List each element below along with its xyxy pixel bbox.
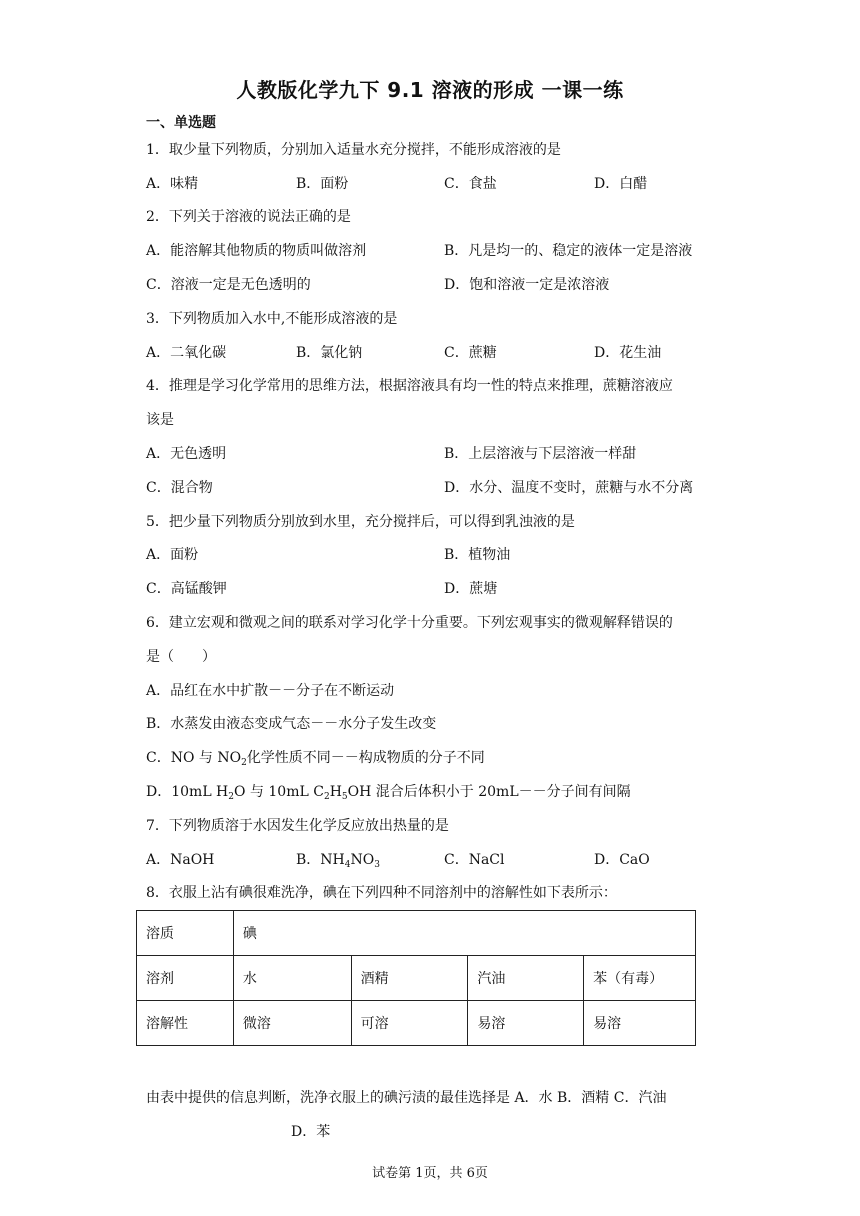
question-6-stem: 6．建立宏观和微观之间的联系对学习化学十分重要。下列宏观事实的微观解释错误的	[146, 615, 673, 631]
question-8-prompt: 由表中提供的信息判断，洗净衣服上的碘污渍的最佳选择是 A．水 B．酒精 C．汽油	[146, 1090, 667, 1106]
solubility-table	[136, 910, 696, 1046]
page-title: 人教版化学九下 9.1 溶液的形成 一课一练	[236, 78, 624, 102]
question-1-option-b: B．面粉	[296, 176, 349, 192]
question-6-option-a: A．品红在水中扩散－－分子在不断运动	[146, 683, 395, 699]
question-3-stem: 3．下列物质加入水中,不能形成溶液的是	[146, 311, 398, 327]
question-6-stem-continued: 是（ ）	[146, 649, 216, 665]
table-cell: 碘	[233, 911, 695, 956]
table-cell: 水	[233, 956, 351, 1001]
table-row	[137, 1001, 696, 1046]
question-4-option-d: D．水分、温度不变时，蔗糖与水不分离	[444, 480, 694, 496]
question-5-option-d: D．蔗塘	[444, 581, 498, 597]
table-cell: 微溶	[233, 1001, 351, 1046]
table-row	[137, 956, 696, 1001]
question-6-option-c: C．NO 与 $NO_2$化学性质不同－－构成物质的分子不同	[146, 750, 485, 768]
question-5-option-b: B．植物油	[444, 547, 511, 563]
question-4-option-c: C．混合物	[146, 480, 213, 496]
question-4-option-a: A．无色透明	[146, 446, 227, 462]
question-6-option-b: B．水蒸发由液态变成气态－－水分子发生改变	[146, 716, 437, 732]
question-1-option-a: A．味精	[146, 176, 199, 192]
table-cell: 汽油	[468, 956, 584, 1001]
question-3-option-c: C．蔗糖	[444, 345, 497, 361]
table-cell: 溶质	[137, 911, 234, 956]
question-2-option-b: B．凡是均一的、稳定的液体一定是溶液	[444, 243, 693, 259]
question-2-stem: 2．下列关于溶液的说法正确的是	[146, 209, 351, 225]
question-5-stem: 5．把少量下列物质分别放到水里，充分搅拌后，可以得到乳浊液的是	[146, 514, 575, 530]
question-1-option-c: C．食盐	[444, 176, 497, 192]
table-cell: 溶剂	[137, 956, 234, 1001]
question-1-option-d: D．白醋	[594, 176, 648, 192]
question-8-stem: 8．衣服上沾有碘很难洗净，碘在下列四种不同溶剂中的溶解性如下表所示：	[146, 885, 617, 901]
table-cell: 溶解性	[137, 1001, 234, 1046]
table-cell: 酒精	[351, 956, 468, 1001]
question-3-option-b: B．氯化钠	[296, 345, 363, 361]
question-5-option-c: C．高锰酸钾	[146, 581, 227, 597]
page-footer: 试卷第 1页，共 6页	[372, 1166, 488, 1181]
question-7-option-b: B．$NH_4NO_3$	[296, 852, 380, 870]
question-7-option-c: C．NaCl	[444, 852, 505, 868]
question-3-option-d: D．花生油	[594, 345, 662, 361]
question-4-option-b: B．上层溶液与下层溶液一样甜	[444, 446, 637, 462]
question-5-option-a: A．面粉	[146, 547, 199, 563]
question-7-stem: 7．下列物质溶于水因发生化学反应放出热量的是	[146, 818, 449, 834]
question-1-stem: 1．取少量下列物质，分别加入适量水充分搅拌，不能形成溶液的是	[146, 142, 561, 158]
table-cell: 可溶	[351, 1001, 468, 1046]
question-6-option-d: D．10mL $H_2O$ 与 10mL $C_2H_5OH$ 混合后体积小于 20mL－－分子间有间隔	[146, 784, 631, 802]
section-heading: 一、单选题	[146, 115, 216, 131]
table-cell: 易溶	[468, 1001, 584, 1046]
question-2-option-c: C．溶液一定是无色透明的	[146, 277, 311, 293]
question-4-stem: 4．推理是学习化学常用的思维方法，根据溶液具有均一性的特点来推理，蔗糖溶液应	[146, 378, 673, 394]
question-7-option-d: D．CaO	[594, 852, 650, 868]
question-8-option-d: D．苯	[291, 1124, 331, 1140]
question-2-option-a: A．能溶解其他物质的物质叫做溶剂	[146, 243, 367, 259]
question-7-option-a: A．NaOH	[146, 852, 215, 868]
table-cell: 苯（有毒）	[584, 956, 696, 1001]
question-3-option-a: A．二氧化碳	[146, 345, 227, 361]
question-4-stem-continued: 该是	[146, 412, 174, 428]
table-cell: 易溶	[584, 1001, 696, 1046]
table-row	[137, 911, 696, 956]
question-2-option-d: D．饱和溶液一定是浓溶液	[444, 277, 610, 293]
